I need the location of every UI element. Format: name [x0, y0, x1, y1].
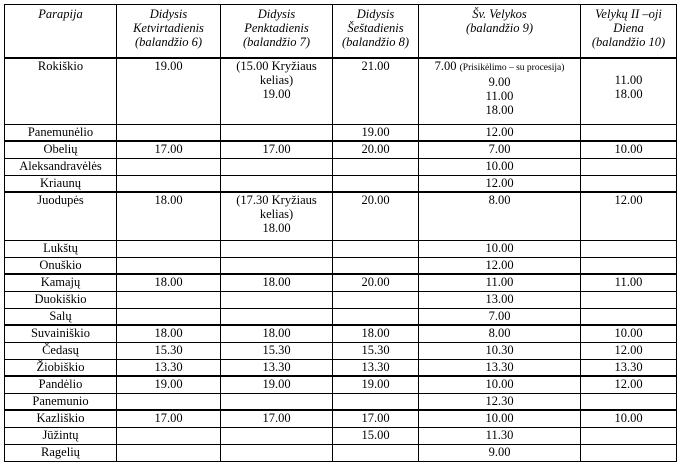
time-cell-mon: [581, 427, 677, 444]
time-cell-sat: [333, 141, 419, 158]
time-value: 13.30: [154, 359, 183, 374]
table-row: [5, 158, 677, 175]
time-value: 8.00: [488, 326, 511, 340]
time-value: (15.00 Kryžiaus: [236, 59, 317, 73]
time-value: kelias): [259, 207, 294, 221]
header-easter: [419, 5, 581, 59]
header-line: Velykų II –oji: [595, 7, 662, 21]
time-cell-mon: [581, 444, 677, 461]
mass-schedule-table: [4, 4, 677, 462]
time-cell-sat: [333, 257, 419, 274]
time-cell-sun: [419, 175, 581, 192]
table-row: [5, 291, 677, 308]
time-cell-sat: [333, 58, 419, 124]
time-value: 10.00: [485, 411, 514, 425]
time-cell-thu: [117, 376, 221, 393]
time-value: 12.00: [614, 342, 643, 357]
time-value: 9.00: [488, 444, 511, 459]
time-cell-sat: [333, 325, 419, 342]
time-cell-mon: [581, 257, 677, 274]
time-cell-thu: [117, 141, 221, 158]
time-value: 13.00: [485, 291, 514, 306]
time-cell-thu: [117, 325, 221, 342]
parish-name: Panemunio: [5, 393, 117, 410]
time-cell-sun: [419, 291, 581, 308]
procession-note: (Prisikėlimo – su procesija): [459, 63, 565, 73]
time-value: 15.00: [361, 427, 390, 442]
time-cell-sun: [419, 376, 581, 393]
time-cell-thu: [117, 342, 221, 359]
time-cell-fri: [221, 359, 333, 376]
time-cell-fri: [221, 124, 333, 141]
time-value: 18.00: [262, 275, 291, 289]
time-value: 18.00: [361, 326, 390, 340]
time-cell-sat: [333, 410, 419, 427]
table-row: [5, 342, 677, 359]
table-row: [5, 444, 677, 461]
time-value: 17.00: [262, 411, 291, 425]
time-cell-sat: [333, 427, 419, 444]
parish-name: Kriaunų: [5, 175, 117, 192]
time-value: 10.00: [485, 377, 514, 391]
time-cell-mon: [581, 175, 677, 192]
header-line: (balandžio 8): [341, 35, 409, 49]
time-cell-thu: [117, 308, 221, 325]
time-cell-mon: [581, 308, 677, 325]
table-row: [5, 376, 677, 393]
time-cell-thu: [117, 58, 221, 124]
parish-name: Žiobiškio: [5, 359, 117, 376]
parish-name: Kamajų: [5, 274, 117, 291]
time-value: (17.30 Kryžiaus: [236, 193, 317, 207]
header-line: Didysis: [356, 7, 395, 21]
time-cell-thu: [117, 444, 221, 461]
table-body: [5, 58, 677, 461]
time-cell-sun: [419, 325, 581, 342]
header-row: [5, 5, 677, 59]
table-row: [5, 141, 677, 158]
time-cell-fri: [221, 410, 333, 427]
time-value: 8.00: [488, 193, 511, 207]
time-value: 13.30: [614, 359, 643, 374]
header-saturday: [333, 5, 419, 59]
time-cell-sat: [333, 376, 419, 393]
table-row: [5, 58, 677, 124]
time-cell-fri: [221, 274, 333, 291]
time-cell-thu: [117, 410, 221, 427]
time-cell-sat: [333, 240, 419, 257]
time-cell-fri: [221, 427, 333, 444]
time-cell-sun: [419, 359, 581, 376]
time-cell-mon: [581, 359, 677, 376]
parish-name: Čedasų: [5, 342, 117, 359]
time-value: 11.30: [485, 427, 514, 442]
time-cell-sun: [419, 342, 581, 359]
parish-name: Kazliškio: [5, 410, 117, 427]
header-thursday: [117, 5, 221, 59]
time-value: 18.00: [154, 193, 183, 207]
time-cell-sat: [333, 124, 419, 141]
header-line: (balandžio 7): [242, 35, 310, 49]
time-cell-sun: [419, 257, 581, 274]
parish-name: Pandėlio: [5, 376, 117, 393]
table-row: [5, 124, 677, 141]
time-cell-sun: [419, 240, 581, 257]
parish-name: Duokiškio: [5, 291, 117, 308]
table-row: [5, 192, 677, 240]
time-cell-fri: [221, 240, 333, 257]
time-value: 10.00: [614, 142, 643, 156]
time-value: 20.00: [361, 193, 390, 207]
header-line: (balandžio 9): [465, 21, 533, 35]
header-line: Diena: [613, 21, 644, 35]
time-value: kelias): [259, 73, 294, 87]
time-cell-sun: [419, 192, 581, 240]
time-value: 10.00: [614, 326, 643, 340]
time-cell-fri: [221, 175, 333, 192]
time-value: 12.00: [614, 377, 643, 391]
time-value: 7.00: [488, 142, 511, 156]
parish-name: Aleksandravėlės: [5, 158, 117, 175]
time-value: 10.00: [614, 411, 643, 425]
time-cell-fri: [221, 308, 333, 325]
table-row: [5, 325, 677, 342]
time-value: 18.00: [614, 87, 643, 101]
time-cell-fri: [221, 342, 333, 359]
parish-name: Panemunėlio: [5, 124, 117, 141]
time-value: 17.00: [361, 411, 390, 425]
parish-name: Obelių: [5, 141, 117, 158]
time-value: 10.00: [485, 240, 514, 255]
time-value: [583, 59, 674, 73]
time-cell-sun: [419, 124, 581, 141]
time-value: 18.00: [485, 103, 514, 117]
time-cell-sat: [333, 444, 419, 461]
time-value: 21.00: [361, 59, 390, 73]
table-row: [5, 274, 677, 291]
time-value: 12.00: [614, 193, 643, 207]
time-value: 19.00: [262, 377, 291, 391]
time-value: 13.30: [361, 359, 390, 374]
time-cell-thu: [117, 274, 221, 291]
time-value: 18.00: [262, 326, 291, 340]
header-line: Didysis: [149, 7, 188, 21]
time-cell-fri: [221, 257, 333, 274]
time-cell-mon: [581, 58, 677, 124]
time-value: 12.00: [485, 175, 514, 190]
time-cell-fri: [221, 325, 333, 342]
header-line: Šv. Velykos: [472, 7, 527, 21]
time-value: 19.00: [154, 59, 183, 73]
header-line: (balandžio 10): [591, 35, 666, 49]
time-cell-mon: [581, 291, 677, 308]
time-value: 11.00: [485, 275, 514, 289]
header-easter-monday: [581, 5, 677, 59]
time-value: 7.00 (Prisikėlimo – su procesija): [434, 59, 565, 73]
time-value: 10.00: [485, 158, 514, 173]
time-value: 7.00: [488, 308, 511, 323]
time-cell-thu: [117, 427, 221, 444]
time-cell-sat: [333, 274, 419, 291]
time-cell-thu: [117, 124, 221, 141]
time-cell-fri: [221, 158, 333, 175]
header-line: Šeštadienis: [347, 21, 404, 35]
time-cell-sun: [419, 427, 581, 444]
time-value: 15.30: [262, 342, 291, 357]
time-cell-sun: [419, 141, 581, 158]
header-line: Penktadienis: [244, 21, 309, 35]
time-cell-sun: [419, 58, 581, 124]
time-value: 11.00: [485, 89, 514, 103]
time-value: 19.00: [262, 87, 291, 101]
table-row: [5, 427, 677, 444]
time-cell-sat: [333, 393, 419, 410]
time-cell-mon: [581, 274, 677, 291]
time-cell-sat: [333, 158, 419, 175]
time-cell-sat: [333, 308, 419, 325]
time-cell-mon: [581, 393, 677, 410]
table-row: [5, 257, 677, 274]
time-value: 18.00: [262, 221, 291, 235]
time-value: 10.30: [485, 342, 514, 357]
parish-name: Suvainiškio: [5, 325, 117, 342]
table-row: [5, 359, 677, 376]
time-value: 19.00: [154, 377, 183, 391]
header-line: Didysis: [257, 7, 296, 21]
time-cell-sun: [419, 308, 581, 325]
time-cell-fri: [221, 58, 333, 124]
header-line: Ketvirtadienis: [133, 21, 204, 35]
time-cell-sat: [333, 342, 419, 359]
time-value: 12.00: [485, 257, 514, 272]
time-cell-mon: [581, 325, 677, 342]
header-parish: [5, 5, 117, 59]
time-value: 13.30: [262, 359, 291, 374]
time-cell-sat: [333, 175, 419, 192]
header-friday: [221, 5, 333, 59]
time-cell-mon: [581, 124, 677, 141]
time-cell-mon: [581, 410, 677, 427]
time-value: 20.00: [361, 275, 390, 289]
time-value: 12.00: [485, 124, 514, 139]
time-cell-sat: [333, 192, 419, 240]
time-value: 17.00: [154, 411, 183, 425]
time-value: 18.00: [154, 275, 183, 289]
time-cell-mon: [581, 342, 677, 359]
time-cell-fri: [221, 141, 333, 158]
time-cell-mon: [581, 141, 677, 158]
parish-name: Salų: [5, 308, 117, 325]
time-value: 9.00: [488, 75, 511, 89]
time-cell-thu: [117, 359, 221, 376]
time-value: 13.30: [485, 359, 514, 374]
table-row: [5, 410, 677, 427]
time-cell-thu: [117, 192, 221, 240]
parish-name: Juodupės: [5, 192, 117, 240]
time-cell-thu: [117, 257, 221, 274]
time-cell-fri: [221, 192, 333, 240]
time-cell-thu: [117, 158, 221, 175]
time-cell-sun: [419, 393, 581, 410]
time-cell-mon: [581, 240, 677, 257]
parish-name: Lukštų: [5, 240, 117, 257]
header-line: (balandžio 6): [134, 35, 202, 49]
time-cell-mon: [581, 192, 677, 240]
time-value: 11.00: [614, 275, 643, 289]
time-cell-sun: [419, 410, 581, 427]
time-value: 15.30: [154, 342, 183, 357]
time-value: 11.00: [614, 73, 643, 87]
time-cell-fri: [221, 444, 333, 461]
time-cell-fri: [221, 393, 333, 410]
time-cell-thu: [117, 240, 221, 257]
time-value: 17.00: [154, 142, 183, 156]
time-cell-sun: [419, 158, 581, 175]
time-value: 18.00: [154, 326, 183, 340]
time-cell-thu: [117, 291, 221, 308]
time-value: 19.00: [361, 124, 390, 139]
time-cell-fri: [221, 376, 333, 393]
time-cell-sun: [419, 444, 581, 461]
time-cell-mon: [581, 376, 677, 393]
time-value: 20.00: [361, 142, 390, 156]
parish-name: Rokiškio: [5, 58, 117, 124]
time-cell-thu: [117, 175, 221, 192]
parish-name: Jūžintų: [5, 427, 117, 444]
time-cell-sat: [333, 359, 419, 376]
table-row: [5, 240, 677, 257]
parish-name: Ragelių: [5, 444, 117, 461]
header-line: Parapija: [38, 7, 83, 21]
time-cell-thu: [117, 393, 221, 410]
time-cell-sat: [333, 291, 419, 308]
time-value: 17.00: [262, 142, 291, 156]
time-value: 19.00: [361, 377, 390, 391]
time-value: 15.30: [361, 342, 390, 357]
time-cell-fri: [221, 291, 333, 308]
table-row: [5, 308, 677, 325]
time-cell-mon: [581, 158, 677, 175]
table-row: [5, 175, 677, 192]
time-value: 12.30: [485, 393, 514, 408]
table-row: [5, 393, 677, 410]
parish-name: Onuškio: [5, 257, 117, 274]
time-cell-sun: [419, 274, 581, 291]
